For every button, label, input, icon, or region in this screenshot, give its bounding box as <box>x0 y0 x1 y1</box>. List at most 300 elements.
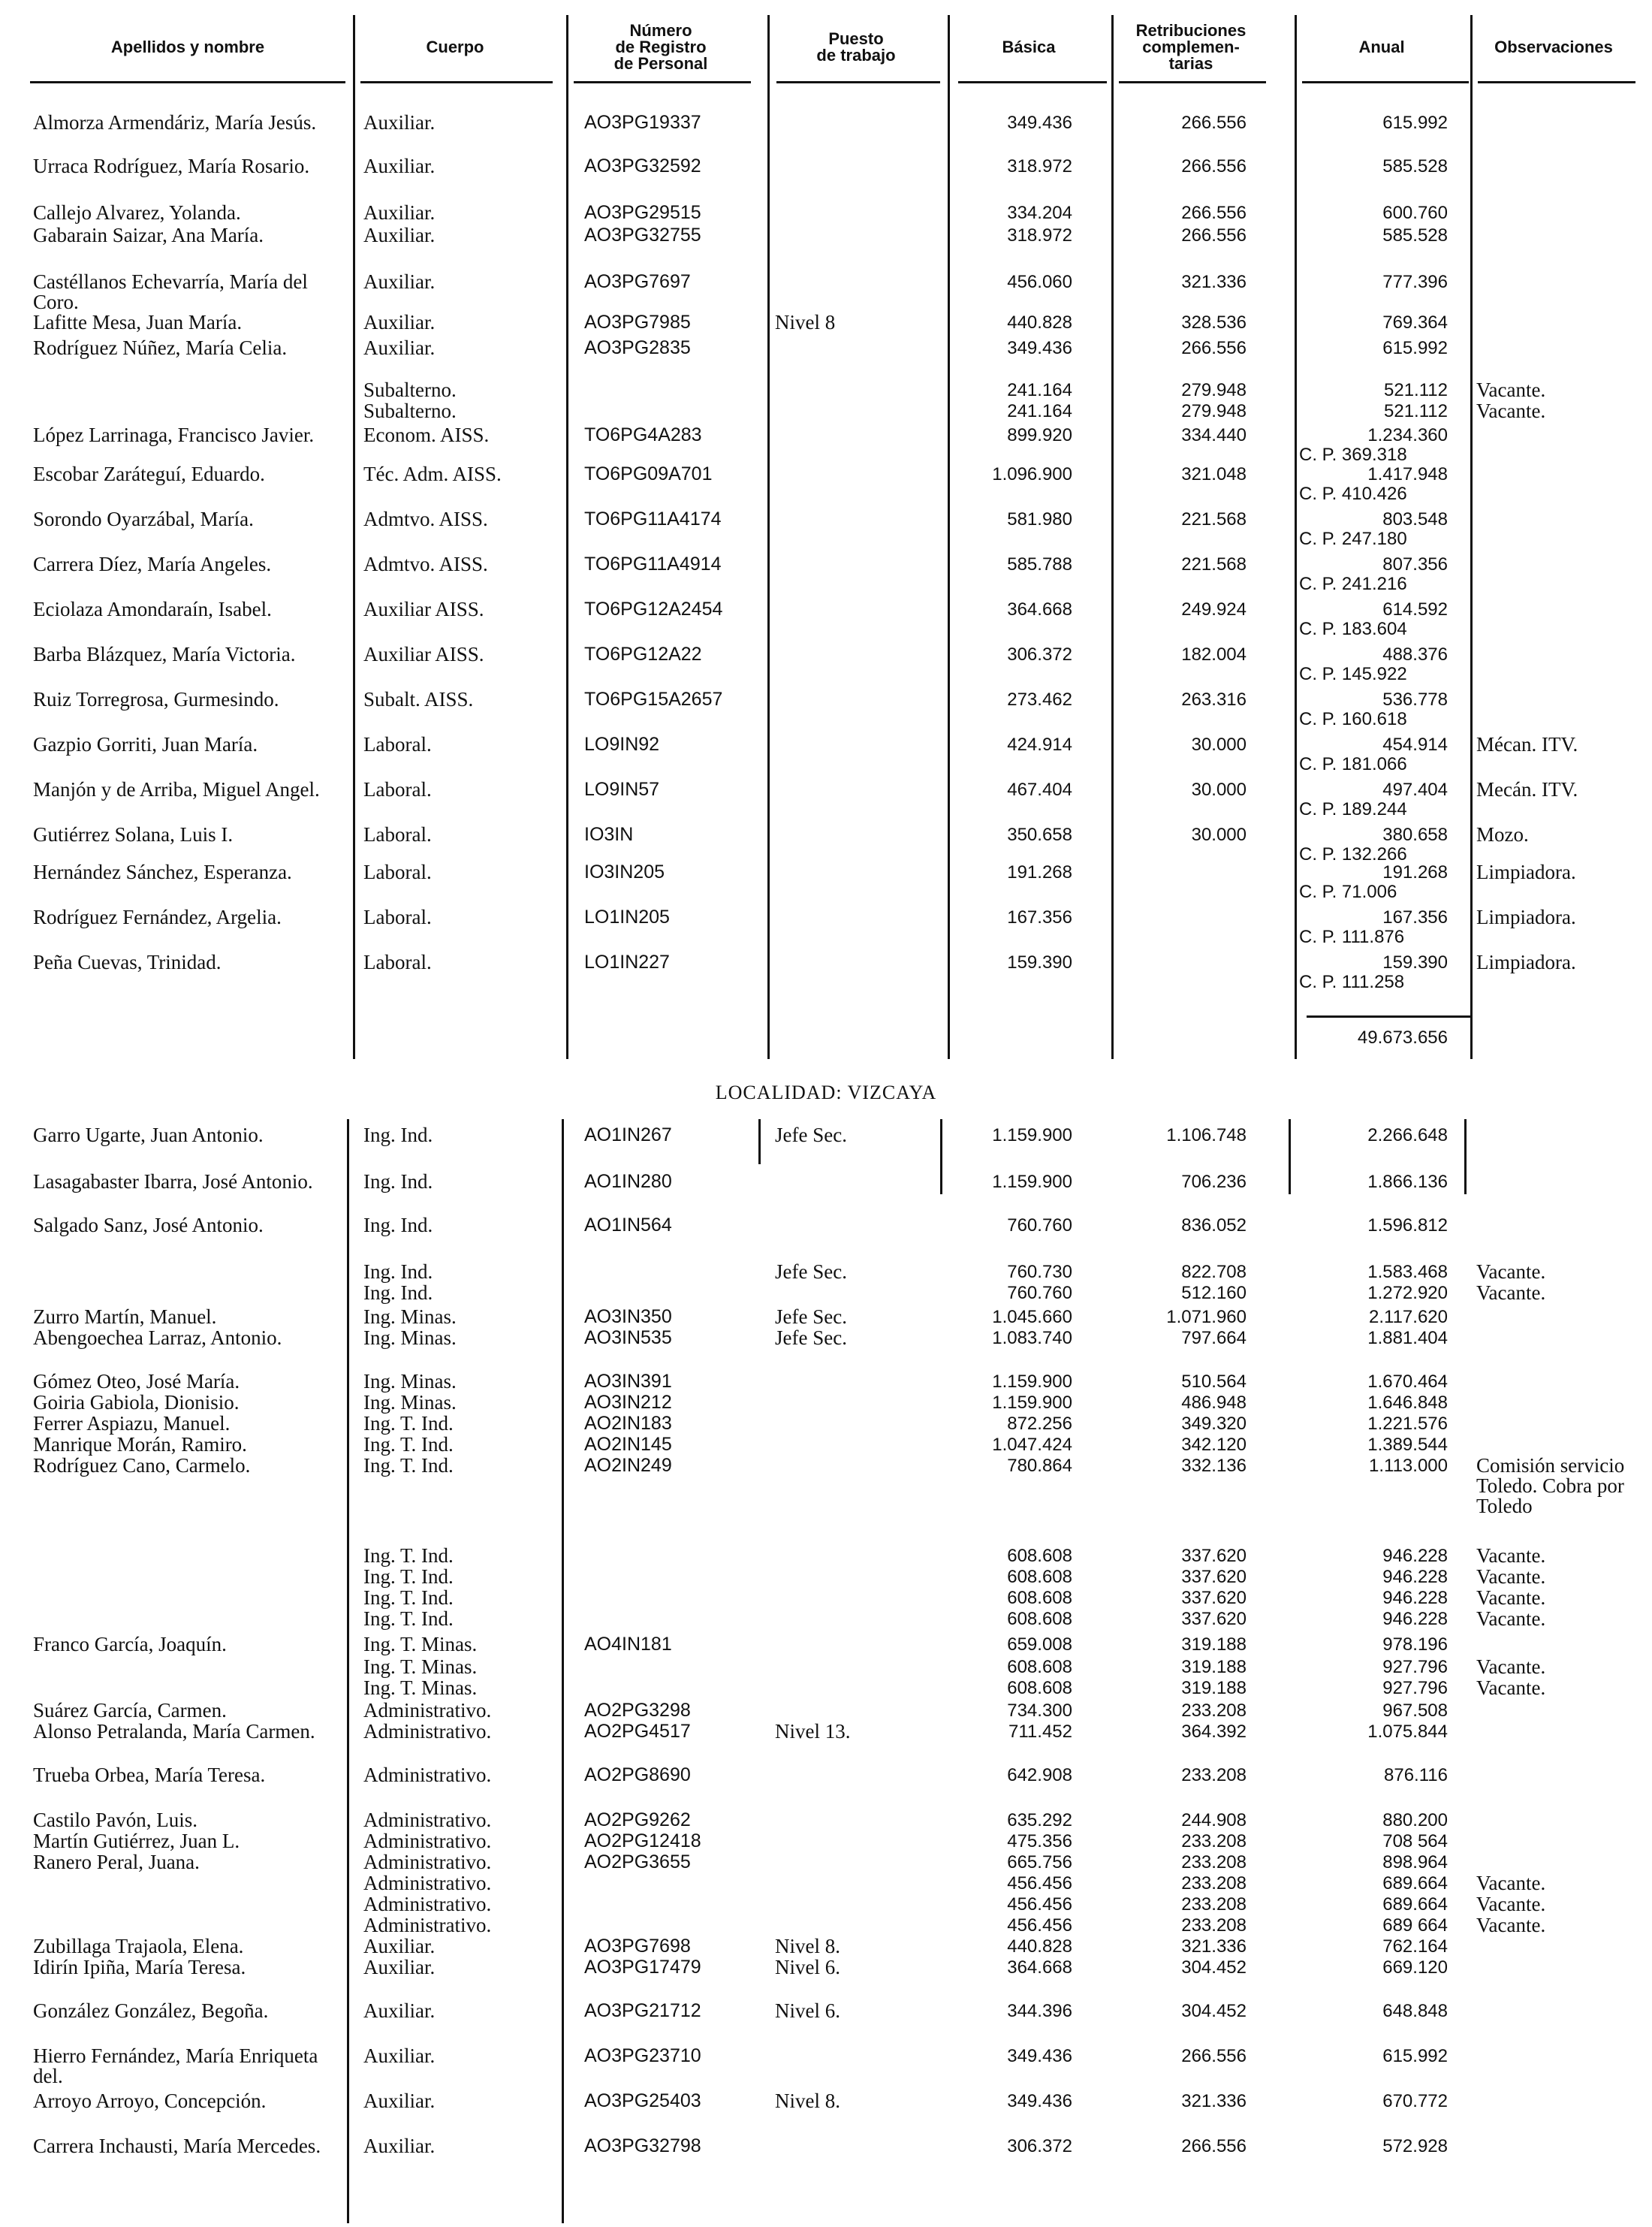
anual-cell: 1.881.404 <box>1367 1328 1448 1348</box>
employee-name: Carrera Díez, María Angeles. <box>33 553 272 575</box>
anual-cell: 1.866.136 <box>1367 1172 1448 1192</box>
cuerpo-cell: Auxiliar. <box>363 2044 436 2067</box>
cuerpo-cell: Ing. T. Minas. <box>363 1676 478 1699</box>
observaciones-cell: Vacante. <box>1476 379 1546 401</box>
anual-cell: 454.914 <box>1382 735 1448 755</box>
basica-cell: 642.908 <box>1007 1765 1072 1785</box>
registro-cell: AO3PG7698 <box>584 1936 691 1957</box>
anual-cell: 927.796 <box>1382 1678 1448 1698</box>
cuerpo-cell: Admtvo. AISS. <box>363 553 488 575</box>
complemento-personal: C. P. 247.180 <box>1299 529 1407 549</box>
column-divider <box>948 15 950 1059</box>
cuerpo-cell: Auxiliar. <box>363 311 436 333</box>
retribuciones-cell: 244.908 <box>1181 1810 1247 1830</box>
anual-cell: 1.646.848 <box>1367 1393 1448 1413</box>
basica-cell: 456.456 <box>1007 1873 1072 1894</box>
observaciones-cell: Vacante. <box>1476 1607 1546 1630</box>
anual-cell: 1.670.464 <box>1367 1372 1448 1392</box>
basica-cell: 1.047.424 <box>992 1435 1072 1455</box>
registro-cell: TO6PG12A2454 <box>584 599 723 620</box>
cuerpo-cell: Auxiliar AISS. <box>363 643 484 665</box>
basica-cell: 475.356 <box>1007 1831 1072 1851</box>
anual-cell: 536.778 <box>1382 690 1448 710</box>
retribuciones-cell: 233.208 <box>1181 1852 1247 1872</box>
registro-cell: AO3PG32592 <box>584 155 701 177</box>
basica-cell: 1.159.900 <box>992 1125 1072 1145</box>
cuerpo-cell: Administrativo. <box>363 1893 492 1915</box>
observaciones-cell: Vacante. <box>1476 1565 1546 1588</box>
anual-cell: 1.272.920 <box>1367 1283 1448 1303</box>
basica-cell: 318.972 <box>1007 225 1072 246</box>
employee-name: Rodríguez Fernández, Argelia. <box>33 906 282 928</box>
registro-cell: AO3PG23710 <box>584 2045 701 2066</box>
cuerpo-cell: Subalt. AISS. <box>363 688 474 711</box>
basica-cell: 760.760 <box>1007 1215 1072 1236</box>
employee-name: Gómez Oteo, José María. <box>33 1370 240 1393</box>
anual-cell: 1.113.000 <box>1369 1456 1448 1476</box>
basica-cell: 608.608 <box>1007 1678 1072 1698</box>
retribuciones-cell: 319.188 <box>1181 1657 1247 1677</box>
employee-name: Garro Ugarte, Juan Antonio. <box>33 1124 264 1146</box>
cuerpo-cell: Ing. T. Ind. <box>363 1454 454 1477</box>
anual-cell: 946.228 <box>1382 1567 1448 1587</box>
anual-cell: 488.376 <box>1382 644 1448 665</box>
cuerpo-cell: Ing. T. Ind. <box>363 1607 454 1630</box>
anual-cell: 497.404 <box>1382 780 1448 800</box>
cuerpo-cell: Administrativo. <box>363 1720 492 1743</box>
cuerpo-cell: Auxiliar. <box>363 1999 436 2022</box>
basica-cell: 440.828 <box>1007 1936 1072 1957</box>
employee-name: Franco García, Joaquín. <box>33 1633 227 1655</box>
header-rule <box>1119 81 1266 83</box>
cuerpo-cell: Ing. Ind. <box>363 1124 433 1146</box>
puesto-cell: Jefe Sec. <box>775 1305 847 1328</box>
basica-cell: 349.436 <box>1007 338 1072 358</box>
anual-cell: 1.583.468 <box>1367 1262 1448 1282</box>
basica-cell: 711.452 <box>1008 1722 1072 1742</box>
employee-name: Gutiérrez Solana, Luis I. <box>33 823 234 846</box>
cuerpo-cell: Ing. T. Ind. <box>363 1544 454 1567</box>
observaciones-cell: Vacante. <box>1476 1544 1546 1567</box>
basica-cell: 350.658 <box>1007 825 1072 845</box>
registro-cell: TO6PG15A2657 <box>584 689 723 710</box>
retribuciones-cell: 510.564 <box>1181 1372 1247 1392</box>
column-divider <box>758 1119 761 1164</box>
basica-cell: 1.096.900 <box>992 464 1072 484</box>
puesto-cell: Jefe Sec. <box>775 1260 847 1283</box>
complemento-personal: C. P. 111.258 <box>1299 972 1405 992</box>
registro-cell: TO6PG11A4174 <box>584 508 722 530</box>
observaciones-cell: Limpiadora. <box>1476 861 1576 883</box>
registro-cell: AO2PG8690 <box>584 1764 691 1785</box>
employee-name: Sorondo Oyarzábal, María. <box>33 508 254 530</box>
employee-name: Manrique Morán, Ramiro. <box>33 1433 247 1456</box>
basica-cell: 872.256 <box>1007 1414 1072 1434</box>
employee-name: Salgado Sanz, José Antonio. <box>33 1214 264 1236</box>
complemento-personal: C. P. 160.618 <box>1299 709 1407 729</box>
employee-name: Martín Gutiérrez, Juan L. <box>33 1830 240 1852</box>
complemento-personal: C. P. 183.604 <box>1299 619 1407 639</box>
cuerpo-cell: Ing. Minas. <box>363 1305 457 1328</box>
retribuciones-cell: 797.664 <box>1181 1328 1247 1348</box>
header-registro: Número de Registro de Personal <box>613 21 708 73</box>
registro-cell: AO3IN350 <box>584 1306 672 1327</box>
column-divider <box>1295 15 1297 1059</box>
retribuciones-cell: 233.208 <box>1181 1894 1247 1915</box>
anual-cell: 615.992 <box>1382 338 1448 358</box>
retribuciones-cell: 334.440 <box>1181 425 1247 445</box>
cuerpo-cell: Laboral. <box>363 951 432 973</box>
basica-cell: 734.300 <box>1007 1700 1072 1721</box>
registro-cell: AO2PG12418 <box>584 1830 701 1851</box>
anual-cell: 807.356 <box>1382 554 1448 575</box>
basica-cell: 899.920 <box>1007 425 1072 445</box>
header-observaciones: Observaciones <box>1494 38 1613 56</box>
employee-name: Hernández Sánchez, Esperanza. <box>33 861 292 883</box>
header-retrib: Retribuciones complemen- tarias <box>1135 21 1247 73</box>
anual-cell: 880.200 <box>1382 1810 1448 1830</box>
anual-cell: 946.228 <box>1382 1546 1448 1566</box>
observaciones-cell: Vacante. <box>1476 1260 1546 1283</box>
basica-cell: 349.436 <box>1007 113 1072 133</box>
observaciones-cell: Mecán. ITV. <box>1476 778 1578 801</box>
cuerpo-cell: Auxiliar. <box>363 1935 436 1957</box>
registro-cell: LO9IN57 <box>584 779 660 800</box>
basica-cell: 424.914 <box>1007 735 1072 755</box>
retribuciones-cell: 328.536 <box>1181 312 1247 333</box>
observaciones-cell: Vacante. <box>1476 1586 1546 1609</box>
anual-cell: 967.508 <box>1382 1700 1448 1721</box>
header-rule <box>776 81 940 83</box>
cuerpo-cell: Ing. T. Ind. <box>363 1586 454 1609</box>
retribuciones-cell: 512.160 <box>1181 1283 1247 1303</box>
basica-cell: 349.436 <box>1007 2091 1072 2111</box>
column-divider <box>1111 15 1114 1059</box>
header-rule <box>958 81 1107 83</box>
cuerpo-cell: Auxiliar. <box>363 336 436 359</box>
observaciones-cell: Vacante. <box>1476 1281 1546 1304</box>
puesto-cell: Jefe Sec. <box>775 1326 847 1349</box>
registro-cell: AO3PG25403 <box>584 2090 701 2111</box>
cuerpo-cell: Ing. Minas. <box>363 1370 457 1393</box>
employee-name: Suárez García, Carmen. <box>33 1699 227 1722</box>
retribuciones-cell: 337.620 <box>1181 1546 1247 1566</box>
retribuciones-cell: 1.106.748 <box>1166 1125 1247 1145</box>
cuerpo-cell: Administrativo. <box>363 1699 492 1722</box>
registro-cell: IO3IN <box>584 824 634 845</box>
cuerpo-cell: Ing. T. Ind. <box>363 1433 454 1456</box>
employee-name: Zurro Martín, Manuel. <box>33 1305 217 1328</box>
anual-cell: 521.112 <box>1384 380 1448 400</box>
anual-cell: 1.221.576 <box>1367 1414 1448 1434</box>
cuerpo-cell: Téc. Adm. AISS. <box>363 463 502 485</box>
basica-cell: 608.608 <box>1007 1546 1072 1566</box>
registro-cell: LO1IN205 <box>584 907 670 928</box>
retribuciones-cell: 233.208 <box>1181 1700 1247 1721</box>
registro-cell: AO2PG3655 <box>584 1851 691 1872</box>
cuerpo-cell: Ing. T. Minas. <box>363 1655 478 1678</box>
header-cuerpo: Cuerpo <box>426 38 484 56</box>
cuerpo-cell: Admtvo. AISS. <box>363 508 488 530</box>
retribuciones-cell: 221.568 <box>1181 554 1247 575</box>
anual-cell: 585.528 <box>1382 156 1448 177</box>
retribuciones-cell: 279.948 <box>1181 380 1247 400</box>
registro-cell: AO3PG21712 <box>584 2000 701 2021</box>
cuerpo-cell: Administrativo. <box>363 1851 492 1873</box>
column-divider <box>353 15 355 1059</box>
retribuciones-cell: 266.556 <box>1181 2046 1247 2066</box>
anual-cell: 946.228 <box>1382 1609 1448 1629</box>
basica-cell: 760.760 <box>1007 1283 1072 1303</box>
cuerpo-cell: Auxiliar AISS. <box>363 598 484 620</box>
registro-cell: TO6PG11A4914 <box>584 554 722 575</box>
registro-cell: TO6PG12A22 <box>584 644 702 665</box>
basica-cell: 440.828 <box>1007 312 1072 333</box>
retribuciones-cell: 266.556 <box>1181 2136 1247 2156</box>
observaciones-cell: Mécan. ITV. <box>1476 733 1578 756</box>
employee-name: López Larrinaga, Francisco Javier. <box>33 424 315 446</box>
employee-name: Trueba Orbea, María Teresa. <box>33 1764 266 1786</box>
cuerpo-cell: Administrativo. <box>363 1914 492 1936</box>
basica-cell: 306.372 <box>1007 2136 1072 2156</box>
anual-cell: 689.664 <box>1382 1873 1448 1894</box>
anual-cell: 1.417.948 <box>1367 464 1448 484</box>
basica-cell: 659.008 <box>1007 1634 1072 1655</box>
retribuciones-cell: 332.136 <box>1181 1456 1247 1476</box>
anual-cell: 1.075.844 <box>1367 1722 1448 1742</box>
registro-cell: AO3PG32755 <box>584 225 701 246</box>
header-anual: Anual <box>1358 38 1405 56</box>
basica-cell: 585.788 <box>1007 554 1072 575</box>
column-divider <box>562 1119 564 2223</box>
cuerpo-cell: Administrativo. <box>363 1809 492 1831</box>
basica-cell: 760.730 <box>1007 1262 1072 1282</box>
anual-cell: 669.120 <box>1382 1957 1448 1978</box>
employee-name: Carrera Inchausti, María Mercedes. <box>33 2135 321 2157</box>
anual-cell: 2.266.648 <box>1367 1125 1448 1145</box>
anual-cell: 1.234.360 <box>1367 425 1448 445</box>
cuerpo-cell: Auxiliar. <box>363 1956 436 1978</box>
basica-cell: 1.045.660 <box>992 1307 1072 1327</box>
cuerpo-cell: Subalterno. <box>363 400 457 422</box>
cuerpo-cell: Ing. Ind. <box>363 1260 433 1283</box>
header-rule <box>574 81 751 83</box>
anual-cell: 648.848 <box>1382 2001 1448 2021</box>
anual-cell: 978.196 <box>1382 1634 1448 1655</box>
column-divider <box>940 1119 942 1194</box>
column-divider <box>1470 15 1473 1059</box>
employee-name: Peña Cuevas, Trinidad. <box>33 951 222 973</box>
registro-cell: AO2IN183 <box>584 1413 672 1434</box>
cuerpo-cell: Administrativo. <box>363 1764 492 1786</box>
basica-cell: 334.204 <box>1007 203 1072 223</box>
basica-cell: 456.456 <box>1007 1894 1072 1915</box>
anual-cell: 670.772 <box>1382 2091 1448 2111</box>
employee-name: Barba Blázquez, María Victoria. <box>33 643 296 665</box>
registro-cell: AO3IN212 <box>584 1392 672 1413</box>
retribuciones-cell: 836.052 <box>1181 1215 1247 1236</box>
basica-cell: 780.864 <box>1007 1456 1072 1476</box>
employee-name: Hierro Fernández, María Enriqueta del. <box>33 2044 318 2087</box>
cuerpo-cell: Ing. Ind. <box>363 1170 433 1193</box>
basica-cell: 608.608 <box>1007 1657 1072 1677</box>
column-divider <box>1289 1119 1291 1194</box>
basica-cell: 665.756 <box>1007 1852 1072 1872</box>
cuerpo-cell: Laboral. <box>363 778 432 801</box>
header-basica: Básica <box>1002 38 1056 56</box>
registro-cell: AO2IN249 <box>584 1455 672 1476</box>
anual-cell: 689.664 <box>1382 1894 1448 1915</box>
cuerpo-cell: Ing. T. Ind. <box>363 1412 454 1435</box>
anual-cell: 708 564 <box>1382 1831 1448 1851</box>
basica-cell: 608.608 <box>1007 1609 1072 1629</box>
retribuciones-cell: 266.556 <box>1181 156 1247 177</box>
basica-cell: 364.668 <box>1007 1957 1072 1978</box>
registro-cell: AO4IN181 <box>584 1634 672 1655</box>
basica-cell: 608.608 <box>1007 1567 1072 1587</box>
puesto-cell: Nivel 6. <box>775 1956 840 1978</box>
employee-name: Eciolaza Amondaraín, Isabel. <box>33 598 272 620</box>
retribuciones-cell: 321.336 <box>1181 1936 1247 1957</box>
registro-cell: AO2IN145 <box>584 1434 672 1455</box>
retribuciones-cell: 266.556 <box>1181 225 1247 246</box>
registro-cell: AO3IN391 <box>584 1371 672 1392</box>
basica-cell: 306.372 <box>1007 644 1072 665</box>
registro-cell: TO6PG09A701 <box>584 463 713 484</box>
basica-cell: 273.462 <box>1007 690 1072 710</box>
header-rule <box>360 81 553 83</box>
cuerpo-cell: Laboral. <box>363 861 432 883</box>
employee-name: Callejo Alvarez, Yolanda. <box>33 201 241 224</box>
retribuciones-cell: 233.208 <box>1181 1831 1247 1851</box>
retribuciones-cell: 319.188 <box>1181 1678 1247 1698</box>
registro-cell: AO3IN535 <box>584 1327 672 1348</box>
complemento-personal: C. P. 241.216 <box>1299 574 1407 594</box>
retribuciones-cell: 337.620 <box>1181 1609 1247 1629</box>
anual-cell: 159.390 <box>1382 952 1448 973</box>
anual-cell: 898.964 <box>1382 1852 1448 1872</box>
cuerpo-cell: Laboral. <box>363 823 432 846</box>
anual-cell: 585.528 <box>1382 225 1448 246</box>
retribuciones-cell: 30.000 <box>1191 780 1247 800</box>
employee-name: González González, Begoña. <box>33 1999 269 2022</box>
employee-name: Goiria Gabiola, Dionisio. <box>33 1391 240 1414</box>
registro-cell: AO2PG3298 <box>584 1700 691 1721</box>
retribuciones-cell: 342.120 <box>1181 1435 1247 1455</box>
retribuciones-cell: 349.320 <box>1181 1414 1247 1434</box>
cuerpo-cell: Laboral. <box>363 733 432 756</box>
puesto-cell: Nivel 8 <box>775 311 836 333</box>
employee-name: Urraca Rodríguez, María Rosario. <box>33 155 310 177</box>
basica-cell: 241.164 <box>1007 380 1072 400</box>
cuerpo-cell: Ing. Ind. <box>363 1281 433 1304</box>
retribuciones-cell: 266.556 <box>1181 338 1247 358</box>
observaciones-cell: Vacante. <box>1476 400 1546 422</box>
registro-cell: AO3PG7697 <box>584 271 691 292</box>
puesto-cell: Nivel 8. <box>775 1935 840 1957</box>
observaciones-cell: Vacante. <box>1476 1893 1546 1915</box>
retribuciones-cell: 319.188 <box>1181 1634 1247 1655</box>
total-rule <box>1307 1015 1472 1018</box>
basica-cell: 608.608 <box>1007 1588 1072 1608</box>
employee-name: Zubillaga Trajaola, Elena. <box>33 1935 244 1957</box>
observaciones-cell: Vacante. <box>1476 1872 1546 1894</box>
basica-cell: 349.436 <box>1007 2046 1072 2066</box>
employee-name: Arroyo Arroyo, Concepción. <box>33 2090 267 2112</box>
anual-cell: 615.992 <box>1382 2046 1448 2066</box>
observaciones-cell: Vacante. <box>1476 1676 1546 1699</box>
anual-cell: 803.548 <box>1382 509 1448 530</box>
employee-name: Lafitte Mesa, Juan María. <box>33 311 243 333</box>
basica-cell: 318.972 <box>1007 156 1072 177</box>
retribuciones-cell: 182.004 <box>1181 644 1247 665</box>
registro-cell: AO3PG19337 <box>584 112 701 133</box>
basica-cell: 191.268 <box>1007 862 1072 883</box>
basica-cell: 344.396 <box>1007 2001 1072 2021</box>
registro-cell: AO3PG7985 <box>584 312 691 333</box>
header-rule <box>1478 81 1635 83</box>
retribuciones-cell: 486.948 <box>1181 1393 1247 1413</box>
anual-cell: 2.117.620 <box>1369 1307 1448 1327</box>
complemento-personal: C. P. 145.922 <box>1299 664 1407 684</box>
observaciones-cell: Mozo. <box>1476 823 1529 846</box>
retribuciones-cell: 822.708 <box>1181 1262 1247 1282</box>
grand-total: 49.673.656 <box>1357 1027 1448 1048</box>
observaciones-cell: Vacante. <box>1476 1914 1546 1936</box>
basica-cell: 635.292 <box>1007 1810 1072 1830</box>
cuerpo-cell: Subalterno. <box>363 379 457 401</box>
basica-cell: 1.159.900 <box>992 1393 1072 1413</box>
cuerpo-cell: Auxiliar. <box>363 270 436 293</box>
header-rule <box>30 81 345 83</box>
employee-name: Idirín Ipiña, María Teresa. <box>33 1956 246 1978</box>
anual-cell: 769.364 <box>1382 312 1448 333</box>
employee-name: Ranero Peral, Juana. <box>33 1851 200 1873</box>
cuerpo-cell: Auxiliar. <box>363 2135 436 2157</box>
employee-name: Lasagabaster Ibarra, José Antonio. <box>33 1170 313 1193</box>
anual-cell: 777.396 <box>1382 272 1448 292</box>
basica-cell: 1.083.740 <box>992 1328 1072 1348</box>
retribuciones-cell: 364.392 <box>1181 1722 1247 1742</box>
complemento-personal: C. P. 132.266 <box>1299 844 1407 865</box>
retribuciones-cell: 263.316 <box>1181 690 1247 710</box>
cuerpo-cell: Laboral. <box>363 906 432 928</box>
basica-cell: 456.456 <box>1007 1915 1072 1936</box>
basica-cell: 159.390 <box>1007 952 1072 973</box>
complemento-personal: C. P. 189.244 <box>1299 799 1407 819</box>
cuerpo-cell: Ing. T. Minas. <box>363 1633 478 1655</box>
registro-cell: AO1IN267 <box>584 1124 672 1145</box>
basica-cell: 1.159.900 <box>992 1372 1072 1392</box>
basica-cell: 241.164 <box>1007 401 1072 421</box>
complemento-personal: C. P. 71.006 <box>1299 882 1397 902</box>
basica-cell: 364.668 <box>1007 599 1072 620</box>
retribuciones-cell: 321.048 <box>1181 464 1247 484</box>
retribuciones-cell: 221.568 <box>1181 509 1247 530</box>
anual-cell: 600.760 <box>1382 203 1448 223</box>
registro-cell: AO3PG32798 <box>584 2135 701 2156</box>
retribuciones-cell: 30.000 <box>1191 735 1247 755</box>
registro-cell: LO1IN227 <box>584 952 670 973</box>
registro-cell: AO3PG29515 <box>584 202 701 223</box>
cuerpo-cell: Ing. T. Ind. <box>363 1565 454 1588</box>
employee-name: Rodríguez Cano, Carmelo. <box>33 1454 251 1477</box>
retribuciones-cell: 337.620 <box>1181 1567 1247 1587</box>
registro-cell: LO9IN92 <box>584 734 660 755</box>
anual-cell: 689 664 <box>1382 1915 1448 1936</box>
anual-cell: 380.658 <box>1382 825 1448 845</box>
header-name: Apellidos y nombre <box>110 38 265 56</box>
